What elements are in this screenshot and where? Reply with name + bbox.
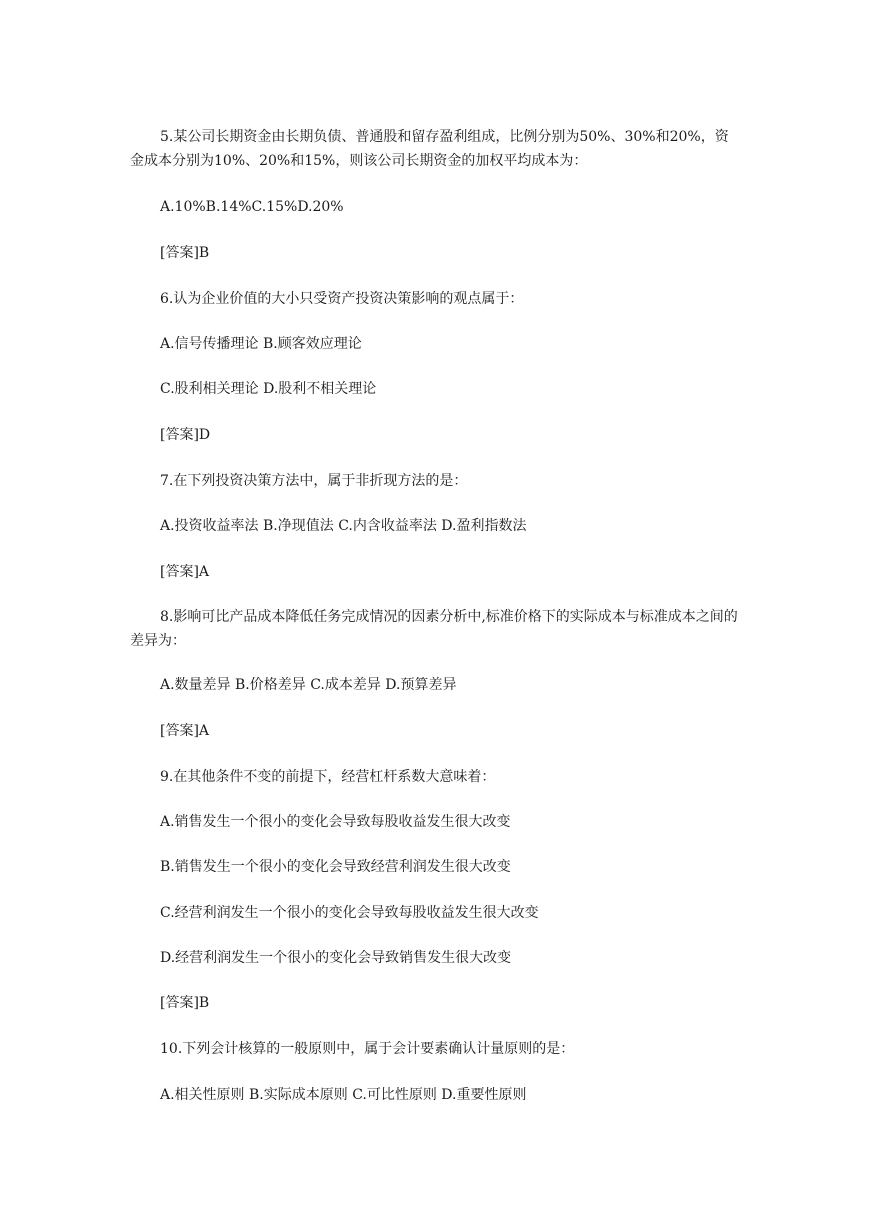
question-9-option-c: C.经营利润发生一个很小的变化会导致每股收益发生很大改变 [160, 905, 539, 921]
question-7-answer: [答案]A [160, 564, 210, 580]
question-10-stem: 10.下列会计核算的一般原则中，属于会计要素确认计量原则的是： [160, 1041, 575, 1057]
question-10-options: A.相关性原则 B.实际成本原则 C.可比性原则 D.重要性原则 [160, 1087, 527, 1103]
question-5-stem: 5.某公司长期资金由长期负债、普通股和留存盈利组成，比例分别为50%、30%和20%，资金成本分别为10%、20%和15%，则该公司长期资金的加权平均成本为： [130, 129, 729, 169]
question-8-answer: [答案]A [160, 723, 210, 739]
question-9-option-d: D.经营利润发生一个很小的变化会导致销售发生很大改变 [160, 950, 512, 966]
question-5-options: A.10%B.14%C.15%D.20% [160, 199, 344, 215]
question-8-options: A.数量差异 B.价格差异 C.成本差异 D.预算差异 [160, 677, 457, 693]
question-7-options: A.投资收益率法 B.净现值法 C.内含收益率法 D.盈利指数法 [160, 518, 527, 534]
question-7-stem: 7.在下列投资决策方法中，属于非折现方法的是： [160, 473, 468, 489]
question-6-options-line-2: C.股利相关理论 D.股利不相关理论 [160, 381, 377, 397]
question-9-answer: [答案]B [160, 995, 210, 1011]
question-5-answer: [答案]B [160, 245, 210, 261]
question-6-stem: 6.认为企业价值的大小只受资产投资决策影响的观点属于： [160, 291, 524, 307]
question-6-options-line-1: A.信号传播理论 B.顾客效应理论 [160, 336, 362, 352]
question-9-option-b: B.销售发生一个很小的变化会导致经营利润发生很大改变 [160, 859, 511, 875]
question-9-option-a: A.销售发生一个很小的变化会导致每股收益发生很大改变 [160, 814, 511, 830]
question-6-answer: [答案]D [160, 427, 211, 443]
question-8-stem: 8.影响可比产品成本降低任务完成情况的因素分析中,标准价格下的实际成本与标准成本之间的差异为： [130, 609, 738, 649]
question-9-stem: 9.在其他条件不变的前提下，经营杠杆系数大意味着： [160, 769, 496, 785]
